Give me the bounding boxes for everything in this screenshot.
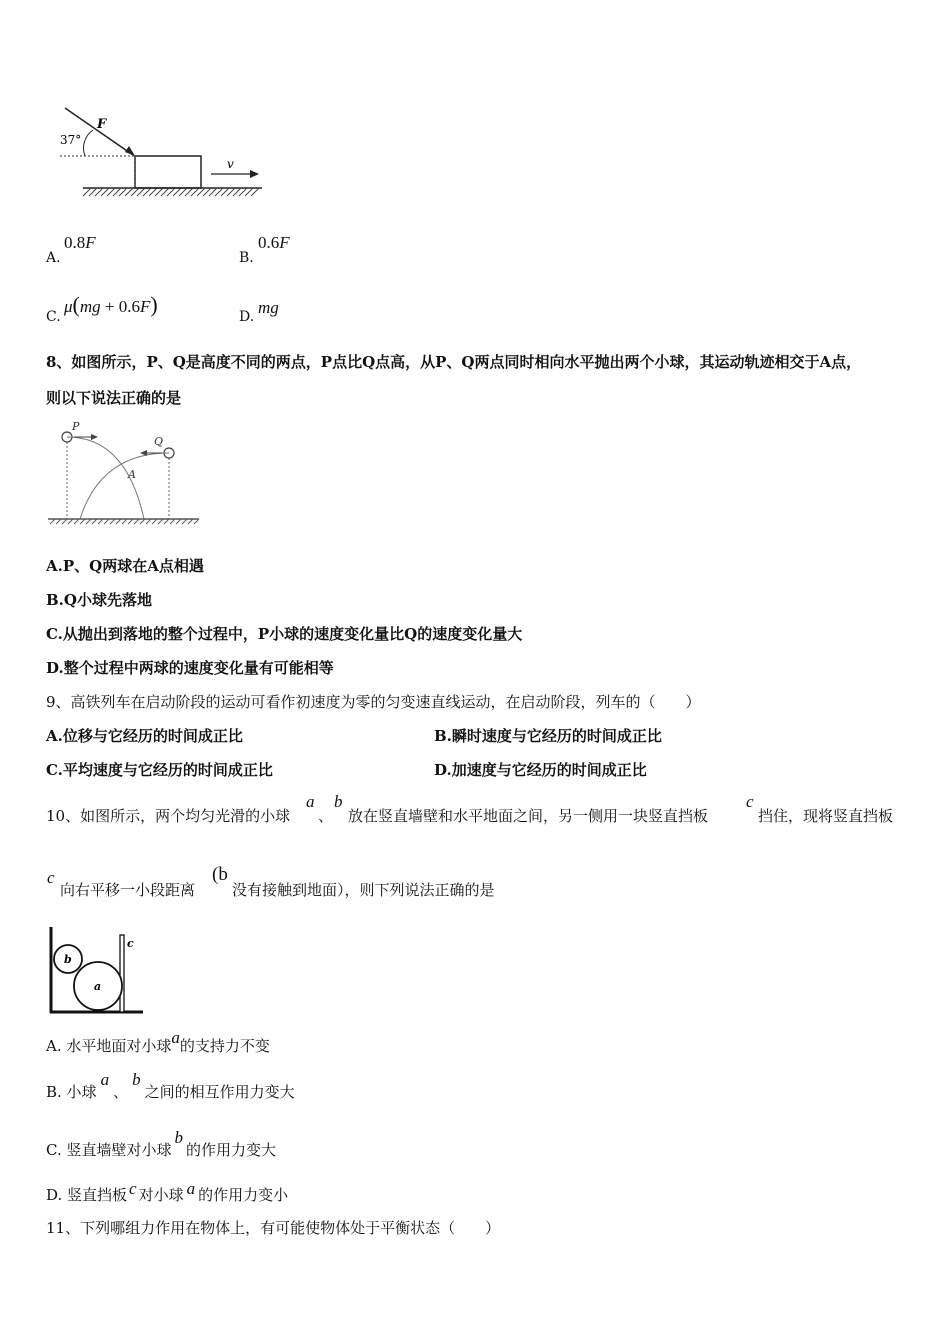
q10-sep: 、 — [318, 807, 334, 825]
q10-stem-p1: 10、如图所示，两个均匀光滑的小球 — [46, 807, 291, 825]
q7-option-c-expr — [64, 292, 158, 318]
q8-option-a: A.P、Q两球在A点相遇 — [46, 557, 204, 575]
q9-b: B.瞬时速度与它经历的时间成正比 — [434, 727, 662, 745]
baffle-c-label: c — [127, 937, 134, 950]
q7-option-a-letter: A. — [46, 250, 61, 266]
q7-c-mu: μ — [64, 297, 73, 316]
q10-a-var: a — [171, 1028, 180, 1047]
q10-line2-p1: 向右平移一小段距离 — [60, 881, 196, 899]
q8-option-c: C.从抛出到落地的整个过程中，P小球的速度变化量比Q的速度变化量大 — [46, 625, 523, 643]
q8-figure — [46, 418, 201, 526]
q10-line2-p2: 没有接触到地面），则下列说法正确的是 — [232, 881, 495, 899]
q7-option-b-expr — [258, 233, 290, 253]
label-a: A — [128, 468, 136, 481]
q7-a-var: F — [85, 233, 96, 252]
q8-option-d: D.整个过程中两球的速度变化量有可能相等 — [46, 659, 334, 677]
q7-option-d-letter: D. — [239, 309, 255, 325]
q10-d-pre: D. 竖直挡板 — [46, 1186, 128, 1204]
q7-a-num: 0.8 — [64, 233, 86, 252]
q10-b-var2: b — [132, 1070, 141, 1089]
q9-stem: 9、高铁列车在启动阶段的运动可看作初速度为零的匀变速直线运动，在启动阶段，列车的（ ） — [46, 693, 701, 711]
q10-var-a: a — [306, 792, 315, 811]
q10-var-b: b — [334, 792, 343, 811]
q7-c-close: ) — [150, 292, 158, 317]
q7-c-mg: mg — [79, 297, 101, 316]
q10-c-var: b — [174, 1128, 183, 1147]
q10-d-var2: a — [186, 1179, 196, 1198]
label-q: Q — [154, 435, 164, 448]
q7-option-b-letter: B. — [239, 250, 254, 266]
q10-line2-c: c — [47, 868, 55, 887]
q10-b-var1: a — [100, 1070, 110, 1089]
q7-b-var: F — [279, 233, 290, 252]
q7-c-open: ( — [72, 292, 80, 317]
q10-option-d — [46, 1179, 289, 1205]
q10-a-post: 的支持力不变 — [179, 1037, 270, 1055]
q9-c: C.平均速度与它经历的时间成正比 — [46, 761, 273, 779]
q10-d-post: 的作用力变小 — [198, 1186, 289, 1204]
q7-b-num: 0.6 — [258, 233, 280, 252]
q10-b-sep: 、 — [113, 1083, 129, 1101]
angle-label: 37° — [60, 133, 82, 147]
q10-line2-paren: (b — [212, 864, 228, 885]
q10-option-b — [46, 1070, 295, 1102]
q10-stem-p2: 放在竖直墙壁和水平地面之间，另一侧用一块竖直挡板 — [348, 807, 709, 825]
q10-d-mid: 对小球 — [138, 1186, 184, 1204]
q7-c-f: F — [140, 297, 151, 316]
q10-var-c: c — [746, 792, 754, 811]
q8-option-b: B.Q小球先落地 — [46, 591, 152, 609]
ball-b-label: b — [64, 953, 72, 966]
q7-c-plus: + 0.6 — [100, 297, 140, 316]
q8-stem-line1: 8、如图所示，P、Q是高度不同的两点，P点比Q点高，从P、Q两点同时相向水平抛出两个小球，其运动轨迹相交于A点， — [46, 353, 862, 371]
q10-c-post: 的作用力变大 — [185, 1141, 276, 1159]
force-label: F — [97, 117, 107, 132]
q7-figure — [55, 100, 270, 205]
q10-option-a — [46, 1028, 270, 1056]
q10-option-c — [46, 1128, 276, 1160]
q10-a-pre: A. 水平地面对小球 — [46, 1037, 172, 1055]
q10-b-pre: B. 小球 — [46, 1083, 97, 1101]
q10-c-pre: C. 竖直墙壁对小球 — [46, 1141, 172, 1159]
q7-option-c-letter: C. — [46, 309, 61, 325]
q9-option-c — [46, 760, 273, 780]
q10-d-var1: c — [129, 1179, 137, 1198]
q11-stem: 11、下列哪组力作用在物体上，有可能使物体处于平衡状态（ ） — [46, 1219, 501, 1237]
q7-option-a-expr — [64, 233, 96, 253]
ball-a-label: a — [94, 980, 102, 993]
q9-d: D.加速度与它经历的时间成正比 — [434, 761, 647, 779]
q7-option-d-expr: mg — [258, 298, 279, 317]
q9-option-b — [434, 726, 662, 746]
q9-option-a — [46, 726, 243, 746]
q10-b-post: 之间的相互作用力变大 — [144, 1083, 295, 1101]
q9-a: A.位移与它经历的时间成正比 — [46, 727, 243, 745]
velocity-label: v — [227, 157, 234, 171]
q10-figure — [46, 925, 146, 1017]
q8-stem-line2: 则以下说法正确的是 — [46, 389, 182, 407]
q9-option-d — [434, 760, 647, 780]
q10-stem-p3: 挡住，现将竖直挡板 — [758, 807, 894, 825]
label-p: P — [72, 420, 80, 433]
